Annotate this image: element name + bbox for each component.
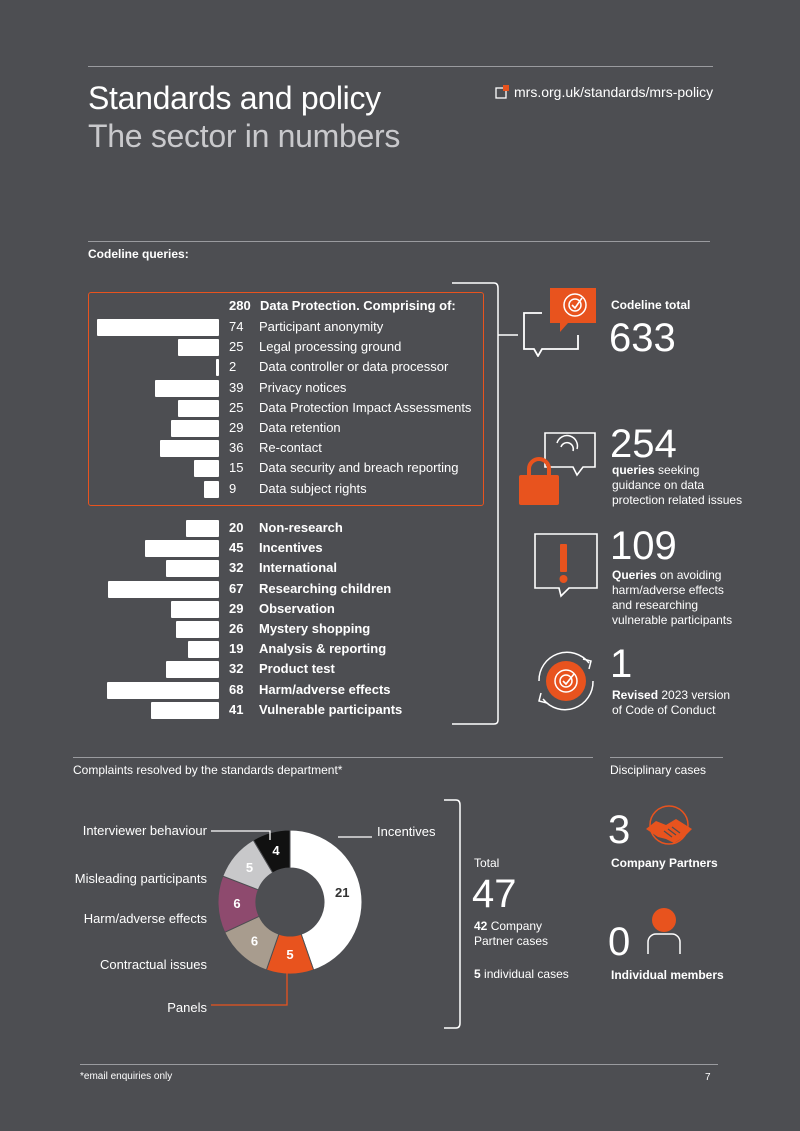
query-item-label: International — [259, 560, 338, 576]
data-protection-value: 280 — [229, 298, 251, 313]
person-icon — [644, 906, 684, 956]
footer-rule — [80, 1064, 718, 1065]
top-rule — [88, 66, 713, 67]
query-item-bar — [176, 621, 219, 638]
query-item-bar — [145, 540, 219, 557]
dp-item-value: 2 — [229, 359, 237, 375]
dp-queries-text: queries seeking guidance on data protection related issues — [612, 463, 743, 507]
harm-queries-value: 109 — [610, 524, 677, 568]
query-item-value: 67 — [229, 580, 244, 596]
revised-text: Revised 2023 version of Code of Conduct — [612, 688, 731, 717]
page-title: Standards and policy — [88, 80, 381, 116]
query-item-value: 26 — [229, 621, 244, 636]
query-item-label: Researching children — [259, 580, 392, 596]
complaints-total-value: 47 — [472, 872, 517, 916]
query-item-value: 68 — [229, 681, 244, 697]
donut-category-label: Panels — [167, 1000, 207, 1015]
query-item-label: Non-research — [259, 520, 343, 535]
dp-item-bar — [178, 400, 219, 417]
policy-link-text: mrs.org.uk/standards/mrs-policy — [514, 84, 714, 100]
data-protection-label: Data Protection. Comprising of: — [260, 298, 456, 313]
query-item-bar — [188, 641, 219, 658]
policy-link[interactable] — [495, 84, 713, 100]
disciplinary-rule — [610, 757, 723, 758]
harm-queries-text: Queries on avoiding harm/adverse effects and researching vulnerable participants — [612, 568, 733, 627]
complaints-bracket — [440, 799, 470, 1031]
query-item-bar — [186, 520, 219, 537]
donut-category-label: Harm/adverse effects — [83, 911, 207, 926]
codeline-chat-icon — [520, 285, 600, 357]
query-item-label: Product test — [259, 661, 335, 677]
query-item-value: 20 — [229, 520, 244, 535]
page-number: 7 — [705, 1072, 711, 1083]
codeline-heading: Codeline queries: — [88, 247, 189, 261]
donut-leader-line — [211, 970, 287, 1005]
dp-item-bar — [194, 460, 219, 477]
donut-category-label: Contractual issues — [100, 957, 207, 972]
dp-item-value: 25 — [229, 339, 244, 355]
dp-queries-value: 254 — [610, 422, 677, 466]
query-item-value: 41 — [229, 701, 244, 717]
external-link-icon — [495, 85, 509, 99]
donut-value-label: 5 — [245, 859, 254, 875]
company-cases-text: 42 Company Partner cases — [474, 919, 549, 948]
donut-category-label: Interviewer behaviour — [82, 823, 207, 838]
dp-item-value: 15 — [229, 460, 244, 476]
query-item-bar — [166, 661, 219, 678]
complaints-total-label: Total — [474, 856, 500, 870]
donut-value-label: 5 — [286, 947, 294, 962]
section-rule — [88, 241, 710, 242]
footnote: *email enquiries only — [80, 1071, 173, 1082]
members-label: Individual members — [611, 968, 724, 982]
query-item-label: Analysis & reporting — [259, 641, 387, 657]
query-item-value: 29 — [229, 600, 244, 616]
dp-item-value: 36 — [229, 440, 244, 456]
dp-item-label: Participant anonymity — [259, 319, 384, 334]
dp-item-bar — [204, 481, 219, 498]
dp-item-label: Data security and breach reporting — [259, 460, 459, 476]
dp-item-bar — [178, 339, 219, 356]
donut-category-label: Misleading participants — [74, 871, 207, 886]
dp-item-value: 9 — [229, 480, 237, 496]
partners-value: 3 — [608, 808, 631, 852]
query-item-label: Mystery shopping — [259, 621, 371, 636]
query-item-value: 19 — [229, 641, 244, 657]
donut-value-label: 6 — [233, 895, 241, 911]
query-item-bar — [107, 682, 219, 699]
query-item-bar — [151, 702, 219, 719]
warning-chat-icon — [525, 530, 605, 605]
dp-item-bar — [216, 359, 219, 376]
padlock-icon — [515, 425, 605, 507]
donut-value-label: 4 — [272, 842, 280, 858]
query-item-bar — [166, 560, 219, 577]
disciplinary-heading: Disciplinary cases — [610, 763, 707, 777]
dp-item-label: Re-contact — [259, 440, 322, 456]
query-item-label: Observation — [259, 600, 335, 616]
query-item-bar — [108, 581, 219, 598]
codeline-total-label: Codeline total — [611, 298, 691, 312]
dp-item-value: 25 — [229, 399, 244, 415]
revision-cycle-icon — [527, 645, 605, 717]
dp-item-value: 39 — [229, 379, 244, 395]
donut-category-label: Incentives — [377, 824, 436, 839]
complaints-heading: Complaints resolved by the standards department* — [73, 763, 343, 777]
complaints-donut-chart — [0, 790, 460, 1030]
handshake-icon — [640, 803, 698, 853]
dp-item-label: Privacy notices — [259, 379, 347, 395]
dp-item-bar — [155, 380, 219, 397]
dp-item-label: Data subject rights — [259, 480, 367, 496]
query-item-label: Incentives — [259, 540, 323, 556]
page-subtitle: The sector in numbers — [88, 118, 401, 154]
codeline-total-value: 633 — [609, 316, 676, 360]
query-item-value: 32 — [229, 560, 244, 576]
dp-item-value: 74 — [229, 319, 244, 334]
dp-item-label: Data Protection Impact Assessments — [259, 399, 472, 415]
revised-value: 1 — [610, 642, 633, 686]
members-value: 0 — [608, 920, 631, 964]
individual-cases-text: 5 individual cases — [474, 967, 569, 981]
donut-value-label: 21 — [335, 885, 350, 901]
partners-label: Company Partners — [611, 856, 718, 870]
dp-item-value: 29 — [229, 420, 244, 435]
donut-value-label: 6 — [250, 933, 259, 949]
query-item-label: Vulnerable participants — [259, 701, 403, 717]
dp-item-label: Data retention — [259, 420, 341, 435]
complaints-rule — [73, 757, 593, 758]
dp-item-bar — [171, 420, 219, 437]
dp-item-bar — [160, 440, 219, 457]
query-item-value: 32 — [229, 661, 244, 677]
query-item-label: Harm/adverse effects — [259, 681, 391, 697]
query-item-value: 45 — [229, 540, 244, 556]
query-item-bar — [171, 601, 219, 618]
dp-item-label: Data controller or data processor — [259, 359, 449, 375]
dp-item-label: Legal processing ground — [259, 339, 402, 355]
dp-item-bar — [97, 319, 219, 336]
